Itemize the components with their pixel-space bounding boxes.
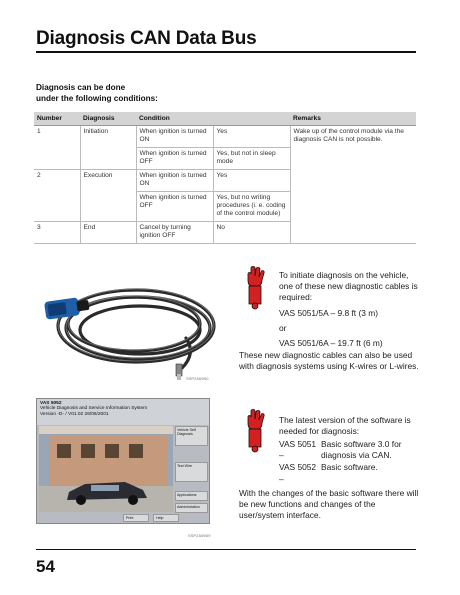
applications-button: Applications (175, 491, 208, 501)
header-number: Number (34, 112, 80, 126)
header-diagnosis: Diagnosis (80, 112, 136, 126)
vas5052-value: Basic software. (321, 462, 378, 473)
cell-state: Yes, but no writing procedures (i. e. coding of the control module) (213, 192, 290, 222)
figure-1-caption: SSP238/050 (186, 376, 209, 381)
cell-condition: When ignition is turned OFF (136, 192, 213, 222)
cell-state: Yes (213, 170, 290, 192)
cell-condition: When ignition is turned OFF (136, 148, 213, 170)
cell-diagnosis: Execution (80, 170, 136, 222)
title-rule (36, 51, 416, 53)
screen-title: VAS 5052 (40, 401, 62, 406)
print-button: Print (123, 514, 149, 522)
screen-photo (39, 426, 173, 512)
intro-heading (36, 82, 158, 104)
screen-header (37, 399, 209, 425)
cell-number: 3 (34, 222, 80, 244)
vehicle-self-diagnosis-button: Vehicle Self Diagnosis (175, 426, 208, 446)
cell-remarks: Wake up of the control module via the diagnosis CAN is not possible. (290, 126, 416, 244)
note-cables-option-2: VAS 5051/6A – 19.7 ft (6 m) (279, 338, 383, 349)
note-software-vas5051 (279, 439, 419, 485)
conditions-table (34, 112, 416, 244)
vas5051-label: VAS 5051 – (279, 439, 317, 461)
cell-diagnosis: End (80, 222, 136, 244)
warning-hand-icon (243, 266, 269, 310)
screen-subtitle: Vehicle Diagnosis and Service Information System (40, 406, 148, 412)
vas5052-label: VAS 5052 – (279, 462, 317, 484)
note-software (279, 415, 419, 437)
page-title: Diagnosis CAN Data Bus (36, 28, 257, 49)
vas5051-value: Basic software 3.0 for diagnosis via CAN. (321, 439, 402, 461)
note-software-text: The latest version of the software is needed for diagnosis: (279, 415, 411, 437)
diagnostic-cable-illustration (36, 268, 220, 384)
table-row (34, 126, 416, 148)
test-wire-button: Test Wire (175, 462, 208, 482)
page-number: 54 (36, 557, 55, 576)
table-header-row (34, 112, 416, 126)
intro-line-2: under the following conditions: (36, 94, 158, 103)
vas5052-screen-figure (36, 398, 210, 524)
note-cables-text-2: These new diagnostic cables can also be used with diagnosis systems using K-wires or L-wires. (239, 350, 419, 372)
header-condition: Condition (136, 112, 290, 126)
note-cables-text: To initiate diagnosis on the vehicle, one of these new diagnostic cables is required: (279, 270, 418, 303)
diagnostic-cable-figure (36, 268, 220, 384)
help-button: Help (153, 514, 179, 522)
intro-line-1: Diagnosis can be done (36, 83, 126, 92)
cell-state: No (213, 222, 290, 244)
cell-diagnosis: Initiation (80, 126, 136, 170)
note-cables-or: or (279, 322, 287, 333)
cell-condition: When ignition is turned ON (136, 170, 213, 192)
cell-state: Yes (213, 126, 290, 148)
cell-number: 1 (34, 126, 80, 170)
figure-2-caption: SSP238/059 (188, 533, 211, 538)
note-cables (279, 270, 419, 349)
screen-version: Version -D- / V01.02 26/06/2001 (40, 411, 109, 417)
cell-condition: Cancel by turning ignition OFF (136, 222, 213, 244)
warning-hand-icon (243, 409, 269, 453)
footer-rule (36, 549, 416, 550)
cell-condition: When ignition is turned ON (136, 126, 213, 148)
note-software-text-2: With the changes of the basic software there will be new functions and changes of the user/system interface. (239, 488, 419, 521)
note-cables-option-1: VAS 5051/5A – 9.8 ft (3 m) (279, 307, 379, 318)
administration-button: Administration (175, 503, 208, 513)
cell-number: 2 (34, 170, 80, 222)
header-remarks: Remarks (290, 112, 416, 126)
cell-state: Yes, but not in sleep mode (213, 148, 290, 170)
